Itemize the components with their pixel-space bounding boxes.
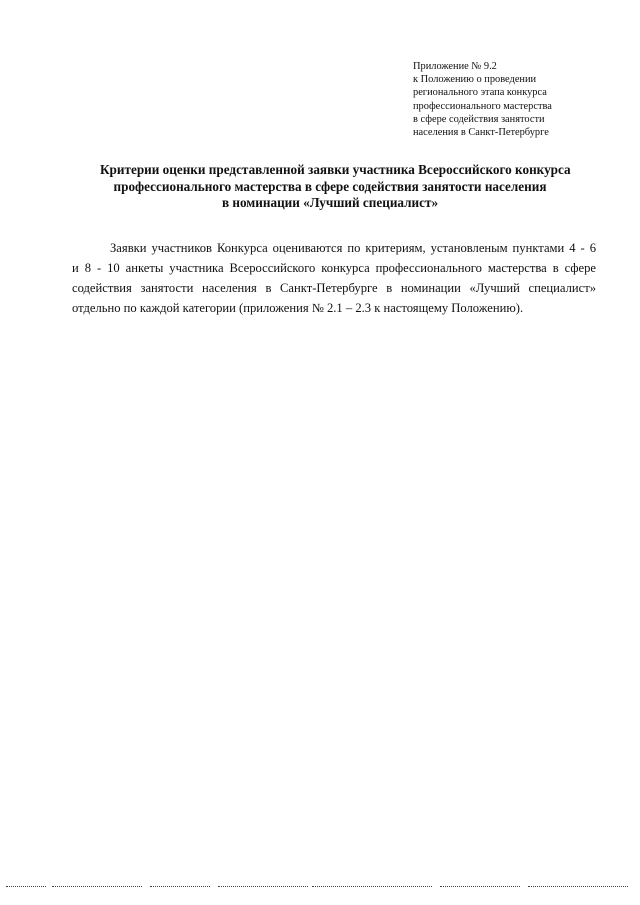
appendix-line: в сфере содействия занятости	[413, 113, 545, 125]
footer-dash	[6, 886, 46, 888]
body-line: и 8 - 10 анкеты участника Всероссийского конкурса профессионального мастерства в сфере	[72, 261, 596, 275]
appendix-header	[413, 60, 613, 139]
page-footer-rule	[0, 886, 640, 888]
appendix-line: регионального этапа конкурса	[413, 87, 547, 99]
footer-dash	[440, 886, 520, 888]
title-line: в номинации «Лучший специалист»	[221, 195, 439, 210]
appendix-line: профессионального мастерства	[413, 100, 552, 112]
appendix-line: к Положению о проведении	[413, 74, 537, 86]
body-line: содействия занятости населения в Санкт-Петербурге в номинации «Лучший специалист»	[72, 281, 596, 295]
document-title	[100, 162, 571, 212]
appendix-line: Приложение № 9.2	[413, 61, 497, 72]
footer-dash	[218, 886, 308, 888]
title-line: профессионального мастерства в сфере содействия занятости населения	[113, 178, 547, 194]
appendix-line: населения в Санкт-Петербурге	[413, 127, 549, 139]
body-line: Заявки участников Конкурса оцениваются по критериям, установленым пунктами 4 - 6	[110, 241, 596, 255]
body-line: отдельно по каждой категории (приложения № 2.1 – 2.3 к настоящему Положению).	[72, 301, 524, 315]
body-paragraph	[72, 238, 596, 318]
footer-dash	[150, 886, 210, 888]
title-line: Критерии оценки представленной заявки участника Всероссийского конкурса	[100, 162, 571, 177]
footer-dash	[312, 886, 432, 888]
footer-dash	[528, 886, 628, 888]
footer-dash	[52, 886, 142, 888]
